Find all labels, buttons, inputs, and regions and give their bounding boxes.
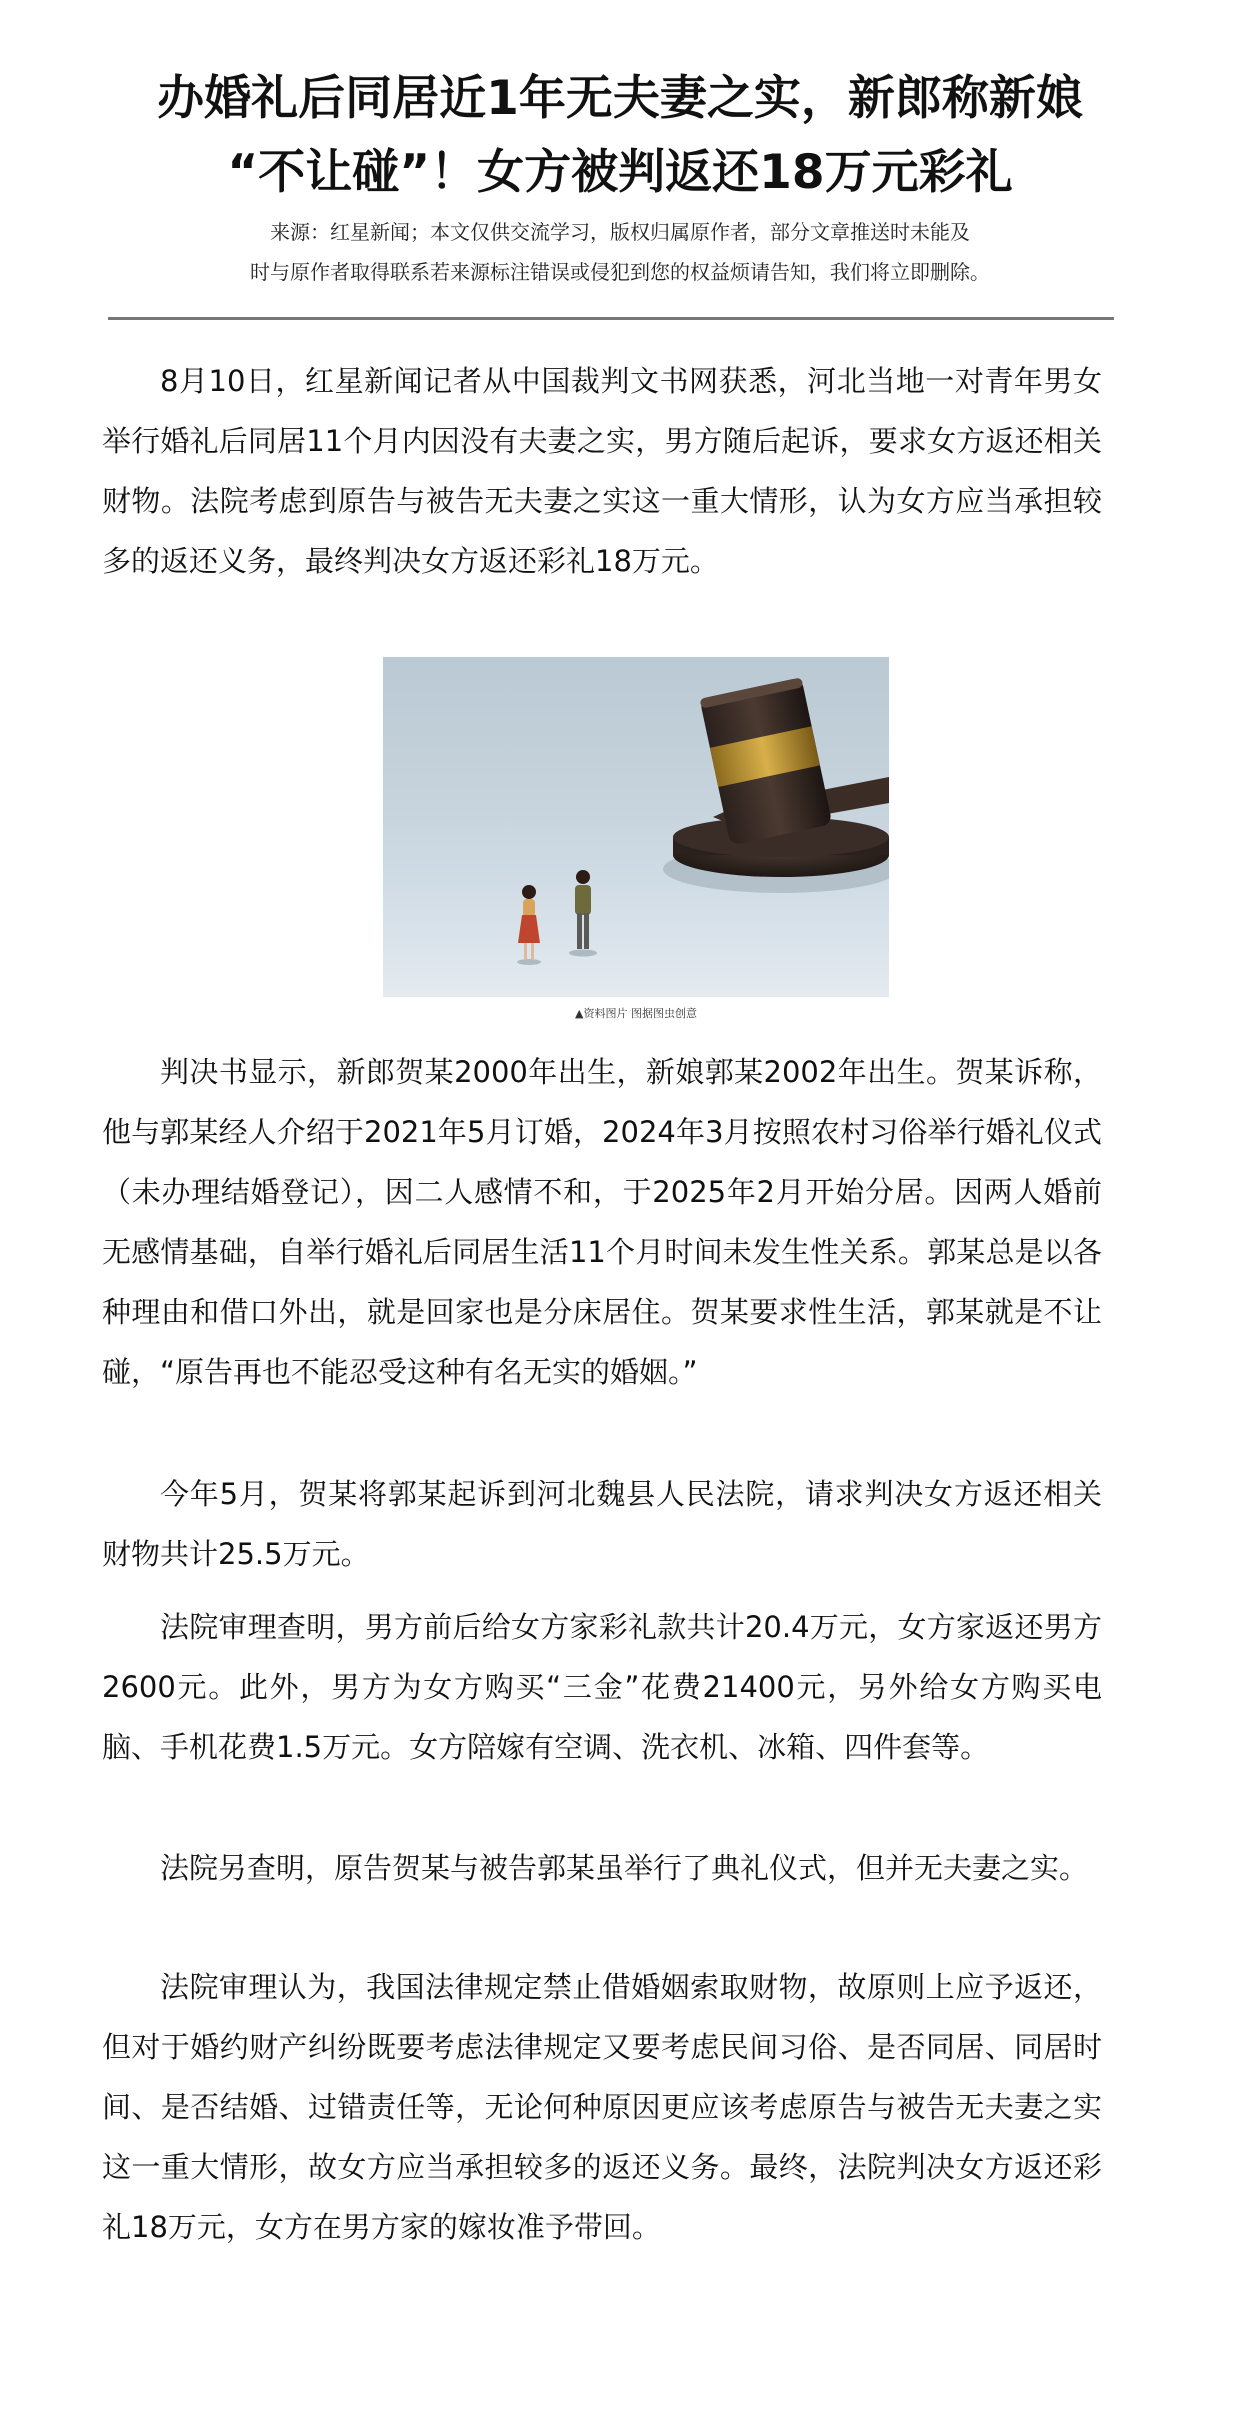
title-line-2: “不让碰”！女方被判返还18万元彩礼 xyxy=(227,145,1013,200)
paragraph-3: 今年5月，贺某将郭某起诉到河北魏县人民法院，请求判决女方返还相关财物共计25.5万元。 xyxy=(102,1477,1102,1571)
article-title xyxy=(90,62,1150,210)
source-note xyxy=(130,212,1110,292)
paragraph-1: 8月10日，红星新闻记者从中国裁判文书网获悉，河北当地一对青年男女举行婚礼后同居11个月内因没有夫妻之实，男方随后起诉，要求女方返还相关财物。法院考虑到原告与被告无夫妻之实这一重大情形，认为女方应当承担较多的返还义务，最终判决女方返还彩礼18万元。 xyxy=(102,364,1102,578)
article-photo xyxy=(383,657,889,997)
woman-figure-icon xyxy=(517,885,541,965)
image-caption: ▲资料图片 图据图虫创意 xyxy=(575,1007,697,1020)
man-figure-icon xyxy=(569,870,597,957)
gavel-and-couple-illustration xyxy=(383,657,889,997)
paragraph-6: 法院审理认为，我国法律规定禁止借婚姻索取财物，故原则上应予返还，但对于婚约财产纠纷既要考虑法律规定又要考虑民间习俗、是否同居、同居时间、是否结婚、过错责任等，无论何种原因更应该考虑原告与被告无夫妻之实这一重大情形，故女方应当承担较多的返还义务。最终，法院判决女方返还彩礼18万元，女方在男方家的嫁妆准予带回。 xyxy=(102,1970,1102,2244)
source-line-1: 来源：红星新闻；本文仅供交流学习，版权归属原作者，部分文章推送时未能及 xyxy=(270,220,970,244)
paragraph-5: 法院另查明，原告贺某与被告郭某虽举行了典礼仪式，但并无夫妻之实。 xyxy=(160,1851,1089,1885)
source-line-2: 时与原作者取得联系若来源标注错误或侵犯到您的权益烦请告知，我们将立即删除。 xyxy=(250,260,990,284)
paragraph-4: 法院审理查明，男方前后给女方家彩礼款共计20.4万元，女方家返还男方2600元。此外，男方为女方购买“三金”花费21400元，另外给女方购买电脑、手机花费1.5万元。女方陪嫁有空调、洗衣机、冰箱、四件套等。 xyxy=(102,1610,1102,1764)
title-line-1: 办婚礼后同居近1年无夫妻之实，新郎称新娘 xyxy=(157,71,1083,126)
paragraph-2: 判决书显示，新郎贺某2000年出生，新娘郭某2002年出生。贺某诉称，他与郭某经人介绍于2021年5月订婚，2024年3月按照农村习俗举行婚礼仪式（未办理结婚登记），因二人感情不和，于2025年2月开始分居。因两人婚前无感情基础，自举行婚礼后同居生活11个月时间未发生性关系。郭某总是以各种理由和借口外出，就是回家也是分床居住。贺某要求性生活，郭某就是不让碰，“原告再也不能忍受这种有名无实的婚姻。” xyxy=(102,1055,1102,1389)
title-divider xyxy=(108,317,1114,320)
